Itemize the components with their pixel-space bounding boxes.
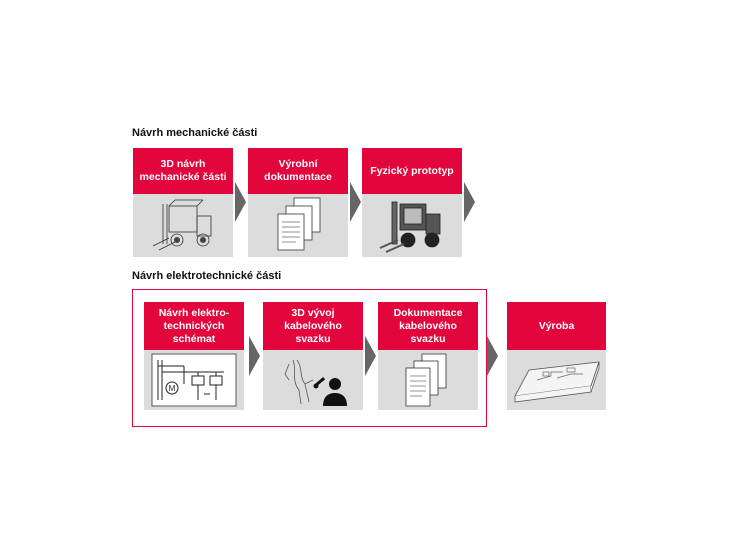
card-title: 3D návrh mechanické části — [133, 148, 233, 194]
forklift-icon — [133, 194, 233, 257]
card-title: 3D vývoj kabelového svazku — [263, 302, 363, 350]
documents-icon — [378, 350, 478, 410]
flow-arrow — [235, 182, 246, 222]
electrical-section-title: Návrh elektrotechnické části — [132, 270, 282, 282]
schematic-icon — [144, 350, 244, 410]
technician-icon — [314, 377, 348, 406]
flow-arrow — [350, 182, 361, 222]
flow-arrow — [249, 336, 260, 376]
card-image — [263, 350, 363, 410]
card-title: Výroba — [507, 302, 606, 350]
card-image — [362, 194, 462, 257]
card-harness-documentation — [378, 302, 478, 410]
motor-label: M — [168, 384, 176, 393]
card-image — [248, 194, 348, 257]
flow-arrow — [365, 336, 376, 376]
flow-arrow — [464, 182, 475, 222]
card-title: Výrobní dokumentace — [248, 148, 348, 194]
flow-arrow — [487, 336, 498, 376]
wire-harness-icon — [285, 360, 313, 404]
card-image — [133, 194, 233, 257]
card-image — [144, 350, 244, 410]
card-production-docs — [248, 148, 348, 257]
card-image — [507, 350, 606, 410]
production-board-icon — [507, 350, 606, 410]
card-title: Dokumentace kabelového svazku — [378, 302, 478, 350]
card-image — [378, 350, 478, 410]
forklift-icon — [362, 194, 462, 257]
card-title: Fyzický prototyp — [362, 148, 462, 194]
card-3d-mechanical-design — [133, 148, 233, 257]
documents-icon — [248, 194, 348, 257]
card-title: Návrh elektro-technických schémat — [144, 302, 244, 350]
card-production — [507, 302, 606, 410]
card-schematic-design — [144, 302, 244, 410]
card-harness-3d — [263, 302, 363, 410]
card-physical-prototype — [362, 148, 462, 257]
mechanical-section-title: Návrh mechanické části — [132, 127, 258, 139]
